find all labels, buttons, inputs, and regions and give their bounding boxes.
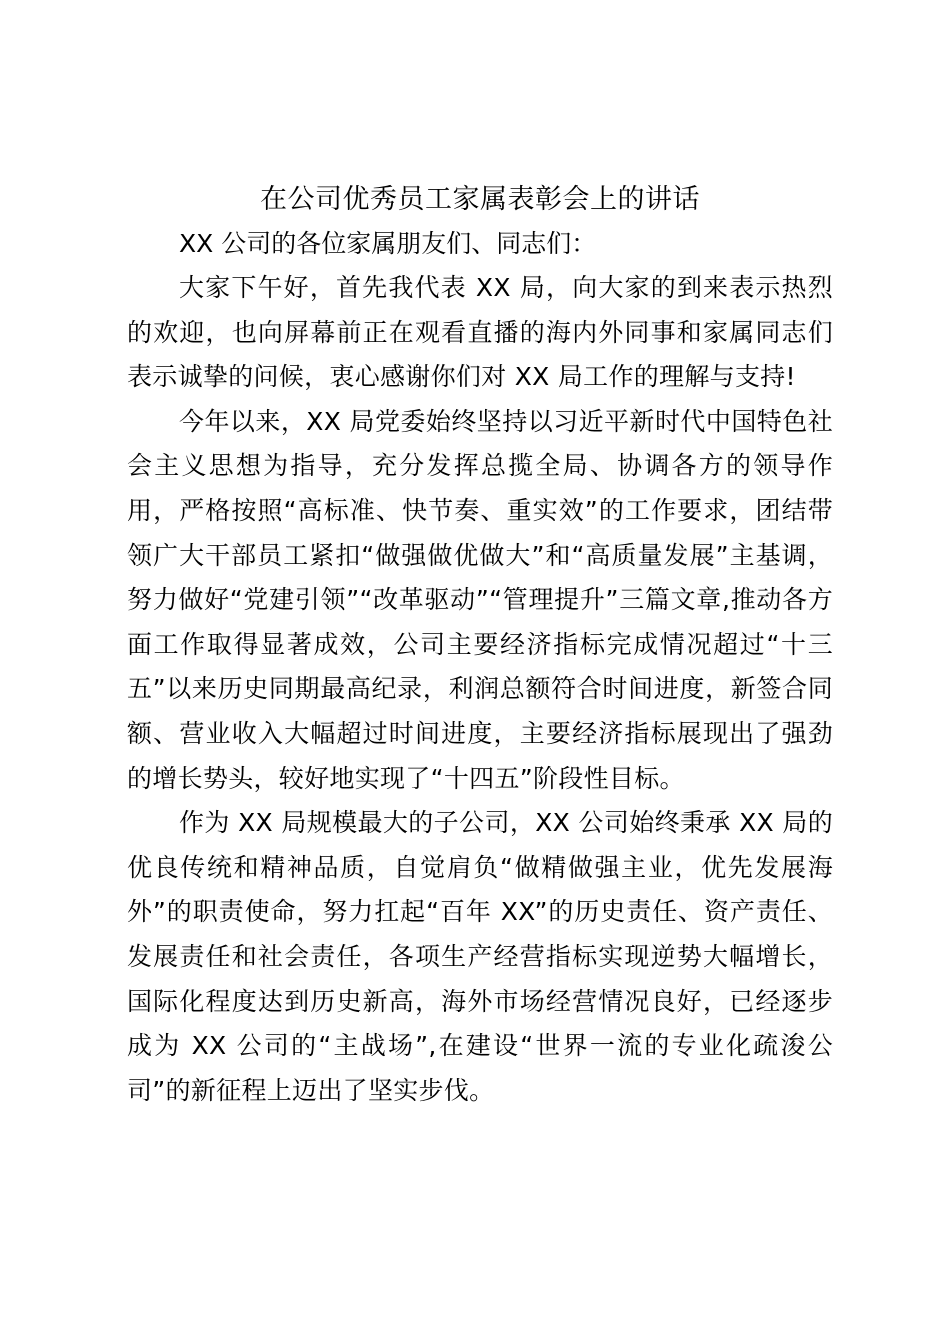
document-title: 在公司优秀员工家属表彰会上的讲话 — [260, 184, 700, 215]
paragraph-achievements: 今年以来，XX 局党委始终坚持以习近平新时代中国特色社会主义思想为指导，充分发挥总揽全局、协调各方的领导作用，严格按照“高标准、快节奏、重实效”的工作要求，团结带领广大干部员工紧扣“做强做优做大”和“高质量发展”主基调，努力做好“党建引领”“改革驱动”“管理提升”三篇文章,推动各方面工作取得显著成效，公司主要经济指标完成情况超过“十三五”以来历史同期最高纪录，利润总额符合时间进度，新签合同额、营业收入大幅超过时间进度，主要经济指标展现出了强劲的增长势头，较好地实现了“十四五”阶段性目标。 — [127, 406, 833, 793]
salutation: XX 公司的各位家属朋友们、同志们： — [179, 229, 597, 258]
document-page — [127, 178, 833, 1113]
paragraph-subsidiary: 作为 XX 局规模最大的子公司，XX 公司始终秉承 XX 局的优良传统和精神品质，自觉肩负“做精做强主业，优先发展海外”的职责使命，努力扛起“百年 XX”的历史责任、资产责任、发展责任和社会责任，各项生产经营指标实现逆势大幅增长，国际化程度达到历史新高，海外市场经营情况良好，已经逐步成为 XX 公司的“主战场”,在建设“世界一流的专业化疏浚公司”的新征程上迈出了坚实步伐。 — [127, 808, 833, 1105]
paragraph-greeting: 大家下午好，首先我代表 XX 局，向大家的到来表示热烈的欢迎，也向屏幕前正在观看直播的海内外同事和家属同志们表示诚挚的问候，衷心感谢你们对 XX 局工作的理解与支持! — [127, 273, 833, 392]
